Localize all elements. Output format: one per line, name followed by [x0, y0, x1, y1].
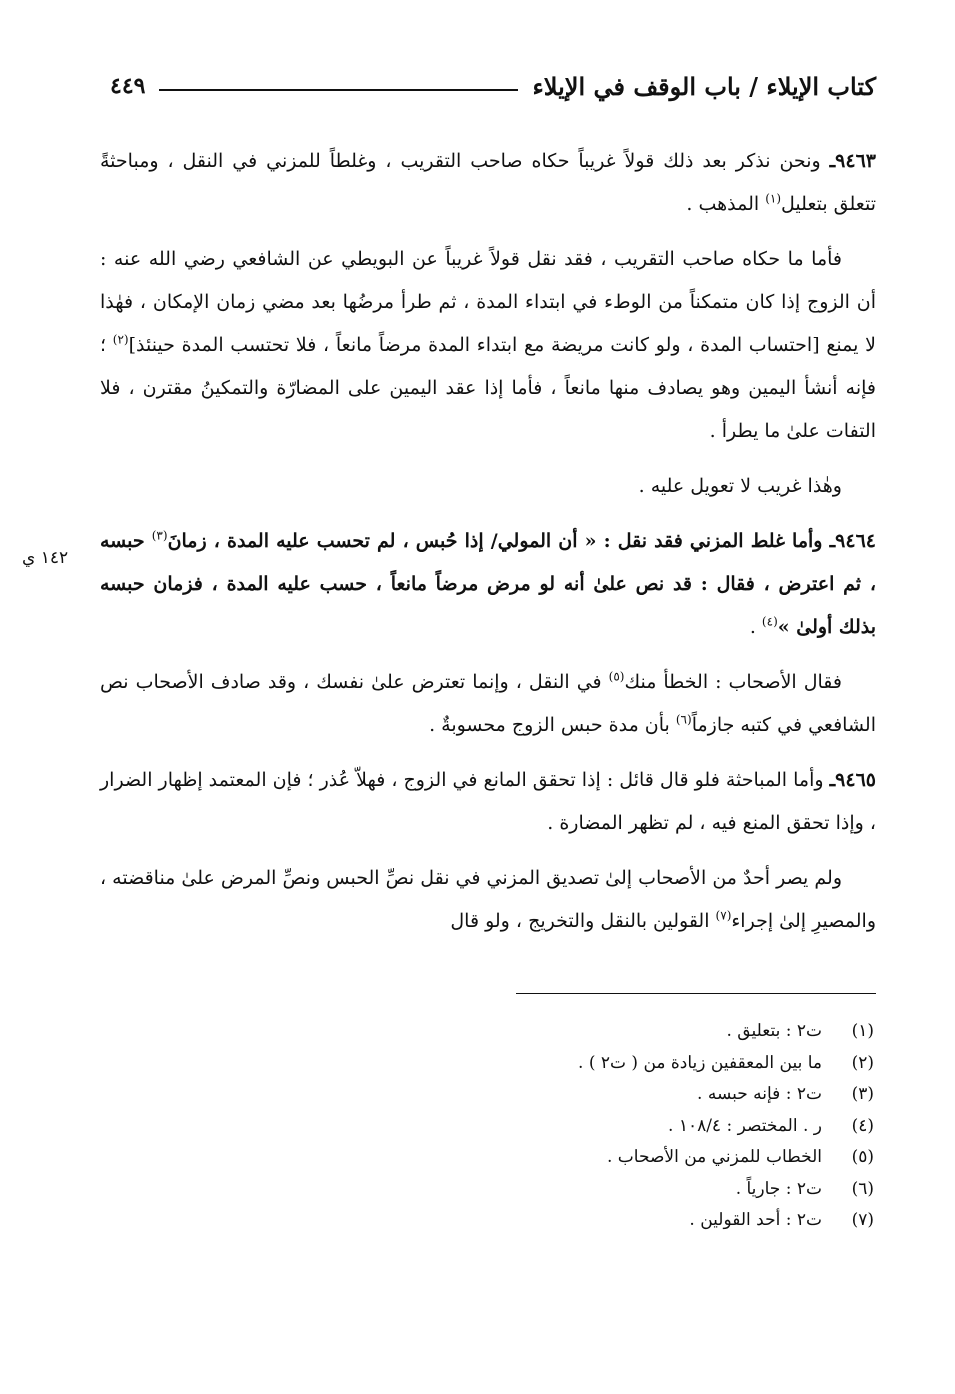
page-header [110, 66, 876, 106]
footnote-ref: (٣) [151, 528, 168, 543]
footnote-item [100, 1205, 876, 1237]
paragraph-text: المذهب . [686, 193, 766, 215]
margin-note: ١٤٢ ي [22, 548, 69, 568]
paragraph-ashab [100, 661, 876, 747]
section-number: ٩٤٦٣ـ [829, 150, 876, 172]
main-text [100, 140, 876, 949]
paragraph-9463 [100, 140, 876, 226]
page-number: ٤٤٩ [110, 73, 146, 99]
paragraph-text: فقال الأصحاب : الخطأ منك [624, 671, 842, 693]
footnote-text: ت٢ : بتعليق . [726, 1021, 822, 1041]
footnote-number: (٢) [851, 1052, 874, 1073]
footnote-number: (٦) [851, 1178, 874, 1199]
header-rule [159, 89, 518, 91]
footnote-ref: (٥) [608, 669, 625, 684]
footnote-item [100, 1111, 876, 1143]
paragraph-text: . [749, 616, 762, 638]
footnote-number: (٣) [851, 1084, 874, 1104]
paragraph-text: القولين بالنقل والتخريج ، ولو قال [450, 910, 716, 932]
paragraph-text: حبسه ، ثم اعترض ، فقال : قد نص علىٰ أنه لو مرض مرضاً مانعاً ، حسب عليه المدة ، فزمان حبسه بذلك أولىٰ » [100, 530, 876, 638]
footnote-text: ت٢ : أحد القولين . [689, 1210, 822, 1230]
paragraph-lam-yasir [100, 857, 876, 943]
paragraph-text: ولم يصر أحدٌ من الأصحاب إلىٰ تصديق المزني في نقل نصِّ الحبس ونصِّ المرض علىٰ مناقضته ، والمصيرِ إلىٰ إجراء [100, 867, 876, 932]
footnote-item [100, 1174, 876, 1206]
footnote-item [100, 1048, 876, 1080]
footnote-number: (٥) [851, 1147, 874, 1167]
footnote-item [100, 1142, 876, 1174]
section-number: ٩٤٦٤ـ [829, 530, 876, 552]
paragraph-text: وهٰذا غريب لا تعويل عليه . [638, 475, 842, 497]
footnote-number: (٧) [851, 1210, 874, 1230]
footnote-text: ما بين المعقفين زيادة من ( ت٢ ) . [578, 1052, 822, 1073]
section-number: ٩٤٦٥ـ [829, 769, 876, 791]
footnote-text: الخطاب للمزني من الأصحاب . [607, 1147, 822, 1167]
paragraph-text: وأما غلط المزني فقد نقل : « أن المولي/ إذا حُبس ، لم تحسب عليه المدة ، زمانَ [167, 530, 830, 552]
footnotes [100, 1016, 876, 1237]
footnote-ref: (٢) [112, 332, 129, 347]
footnote-number: (٤) [851, 1115, 874, 1136]
footnote-ref: (١) [765, 191, 782, 206]
footnote-item [100, 1016, 876, 1048]
paragraph-gharib [100, 465, 876, 508]
footnote-number: (١) [851, 1021, 874, 1041]
footnote-text: ت٢ : فإنه حبسه . [697, 1084, 822, 1104]
footnote-ref: (٦) [675, 712, 692, 727]
footnote-text: ر . المختصر : ١٠٨/٤ . [668, 1115, 822, 1136]
paragraph-9464 [100, 520, 876, 649]
footnote-ref: (٧) [715, 908, 732, 923]
paragraph-text: بأن مدة حبس الزوج محسوبةٌ . [429, 714, 676, 736]
paragraph-text: ؛ فإنه أنشأ اليمين وهو يصادف منها مانعاً ، فأما إذا عقد اليمين على المضارّة والتمكينُ مقترن ، فلا التفات علىٰ ما يطرأ . [100, 334, 876, 442]
paragraph-text: فأما ما حكاه صاحب التقريب ، فقد نقل قولاً غريباً عن البويطي عن الشافعي رضي الله عنه : أن الزوج إذا كان متمكناً من الوطء في ابتداء المدة ، ثم طرأ مرضُها بعد مضي زمان الإمكان ، فهٰذا لا يمنع [احتساب المدة ، ولو كانت مريضة مع ابتداء المدة مرضاً مانعاً ، فلا تحتسب المدة حينئذ] [100, 248, 876, 356]
paragraph-text: وأما المباحثة فلو قال قائل : إذا تحقق المانع في الزوج ، فهلاّ عُذر ؛ فإن المعتمد إظهار الضرار ، وإذا تحقق المنع فيه ، لم تظهر المضارة . [100, 769, 876, 834]
footnote-separator [516, 993, 876, 994]
paragraph-text: ونحن نذكر بعد ذلك قولاً غريباً حكاه صاحب التقريب ، وغلطاً للمزني في النقل ، ومباحثةً تتعلق بتعليل [100, 150, 876, 215]
footnote-ref: (٤) [761, 614, 778, 629]
paragraph-9465 [100, 759, 876, 845]
running-title: كتاب الإيلاء / باب الوقف في الإيلاء [532, 71, 876, 101]
footnote-item [100, 1079, 876, 1111]
paragraph-taqrib [100, 238, 876, 453]
footnote-text: ت٢ : جارياً . [735, 1178, 822, 1199]
paragraph-text: في النقل ، وإنما تعترض علىٰ نفسك ، وقد صادف الأصحاب نص الشافعي في كتبه جازماً [100, 671, 876, 736]
